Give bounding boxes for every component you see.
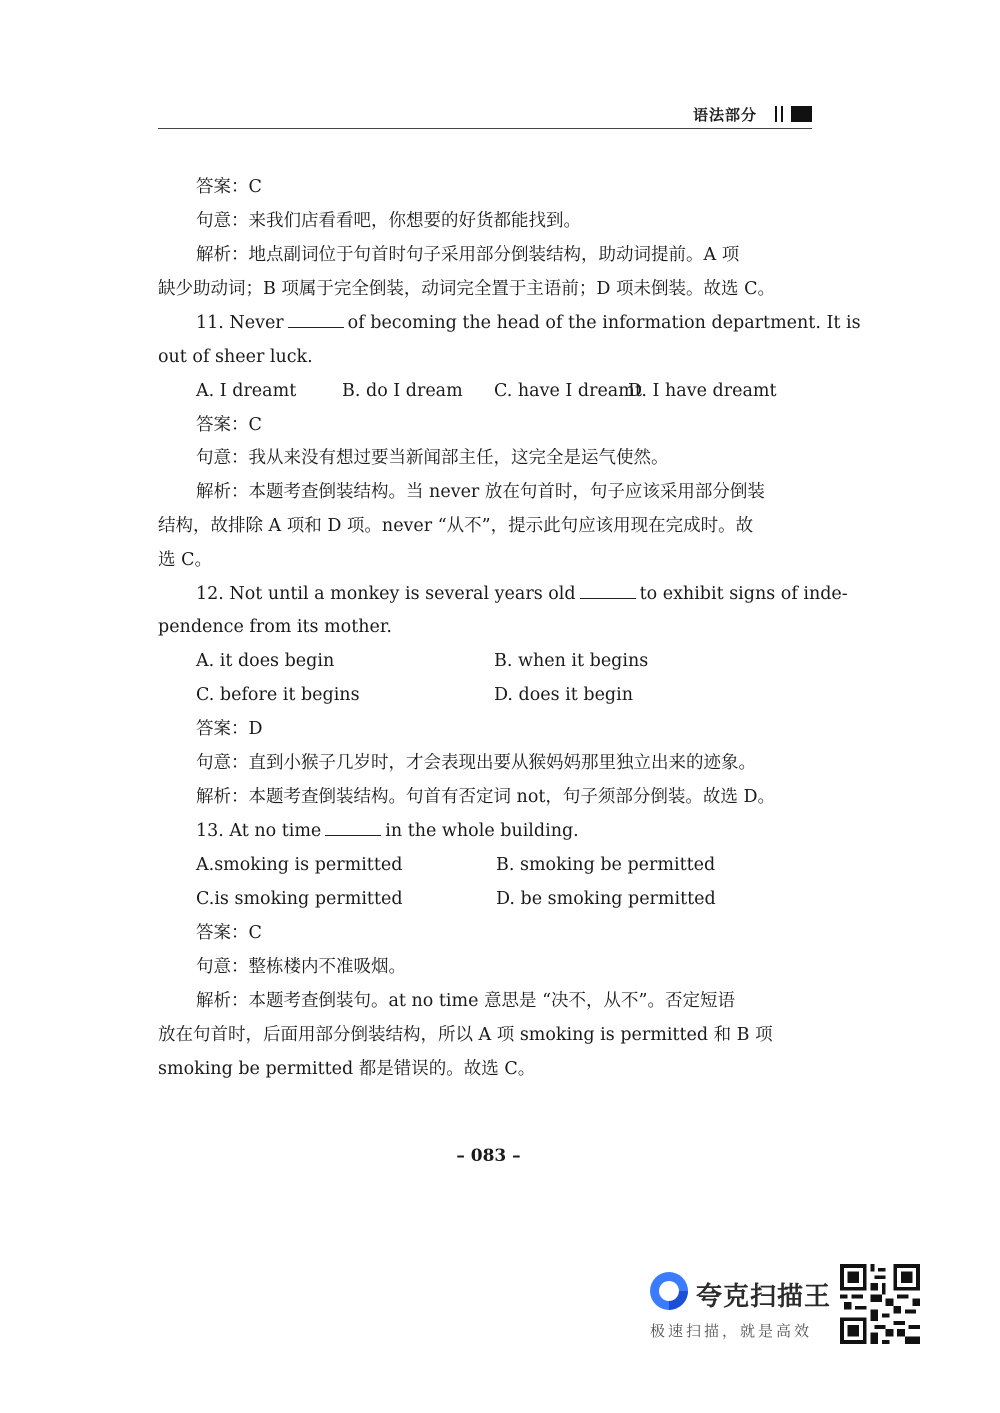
meaning-line: 句意：直到小猴子几岁时，才会表现出要从猴妈妈那里独立出来的迹象。: [196, 753, 756, 773]
option-c: C. have I dreamt: [494, 381, 642, 401]
answer-blank: [288, 313, 344, 328]
analysis-line: 解析：地点副词位于句首时句子采用部分倒装结构，助动词提前。A 项: [196, 245, 740, 265]
header-rule: [158, 128, 812, 129]
answer-line: 答案：C: [196, 923, 262, 943]
meaning-line: 句意：来我们店看看吧，你想要的好货都能找到。: [196, 211, 581, 231]
answer-blank: [325, 821, 381, 836]
option-d: D. be smoking permitted: [496, 889, 716, 909]
question-stem-part: 13. At no time: [196, 821, 322, 841]
analysis-line: 解析：本题考查倒装结构。当 never 放在句首时，句子应该采用部分倒装: [196, 482, 765, 502]
qr-code-icon: [838, 1264, 922, 1344]
answer-blank: [580, 584, 636, 599]
watermark-slogan: 极速扫描，就是高效: [650, 1322, 813, 1340]
option-c: C.is smoking permitted: [196, 889, 403, 909]
option-c: C. before it begins: [196, 685, 360, 705]
answer-line: 答案：D: [196, 719, 263, 739]
analysis-line: 解析：本题考查倒装句。at no time 意思是 “决不，从不”。否定短语: [196, 991, 735, 1011]
page-number: – 083 –: [456, 1146, 521, 1166]
question-12-stem: [196, 583, 848, 605]
analysis-line: 选 C。: [158, 550, 212, 570]
answer-line: 答案：C: [196, 177, 262, 197]
option-b: B. do I dream: [342, 381, 463, 401]
analysis-line: 解析：本题考查倒装结构。句首有否定词 not，句子须部分倒装。故选 D。: [196, 787, 775, 807]
question-11-stem-continued: out of sheer luck.: [158, 347, 313, 367]
option-b: B. when it begins: [494, 651, 649, 671]
question-12-stem-continued: pendence from its mother.: [158, 617, 392, 637]
option-a: A.smoking is permitted: [196, 855, 403, 875]
option-a: A. it does begin: [196, 651, 335, 671]
option-b: B. smoking be permitted: [496, 855, 716, 875]
meaning-line: 句意：我从来没有想过要当新闻部主任，这完全是运气使然。: [196, 448, 669, 468]
option-d: D. I have dreamt: [628, 381, 777, 401]
analysis-line: 放在句首时，后面用部分倒装结构，所以 A 项 smoking is permitted 和 B 项: [158, 1025, 773, 1045]
watermark-app-name: 夸克扫描王: [696, 1282, 832, 1312]
option-a: A. I dreamt: [196, 381, 297, 401]
quark-logo-icon: [648, 1270, 690, 1312]
meaning-line: 句意：整栋楼内不准吸烟。: [196, 957, 406, 977]
question-stem-part: 11. Never: [196, 313, 284, 333]
question-stem-part: to exhibit signs of inde-: [639, 584, 848, 604]
question-stem-part: 12. Not until a monkey is several years old: [196, 584, 576, 604]
section-title: 语法部分: [693, 106, 758, 124]
answer-line: 答案：C: [196, 415, 262, 435]
analysis-line: smoking be permitted 都是错误的。故选 C。: [158, 1059, 536, 1079]
question-11-stem: [196, 312, 861, 334]
analysis-line: 结构，故排除 A 项和 D 项。never “从不”，提示此句应该用现在完成时。故: [158, 516, 754, 536]
question-stem-part: of becoming the head of the information department. It is: [347, 313, 861, 333]
question-stem-part: in the whole building.: [385, 821, 579, 841]
analysis-line: 缺少助动词；B 项属于完全倒装，动词完全置于主语前；D 项未倒装。故选 C。: [158, 279, 775, 299]
option-d: D. does it begin: [494, 685, 633, 705]
question-13-stem: [196, 820, 579, 842]
